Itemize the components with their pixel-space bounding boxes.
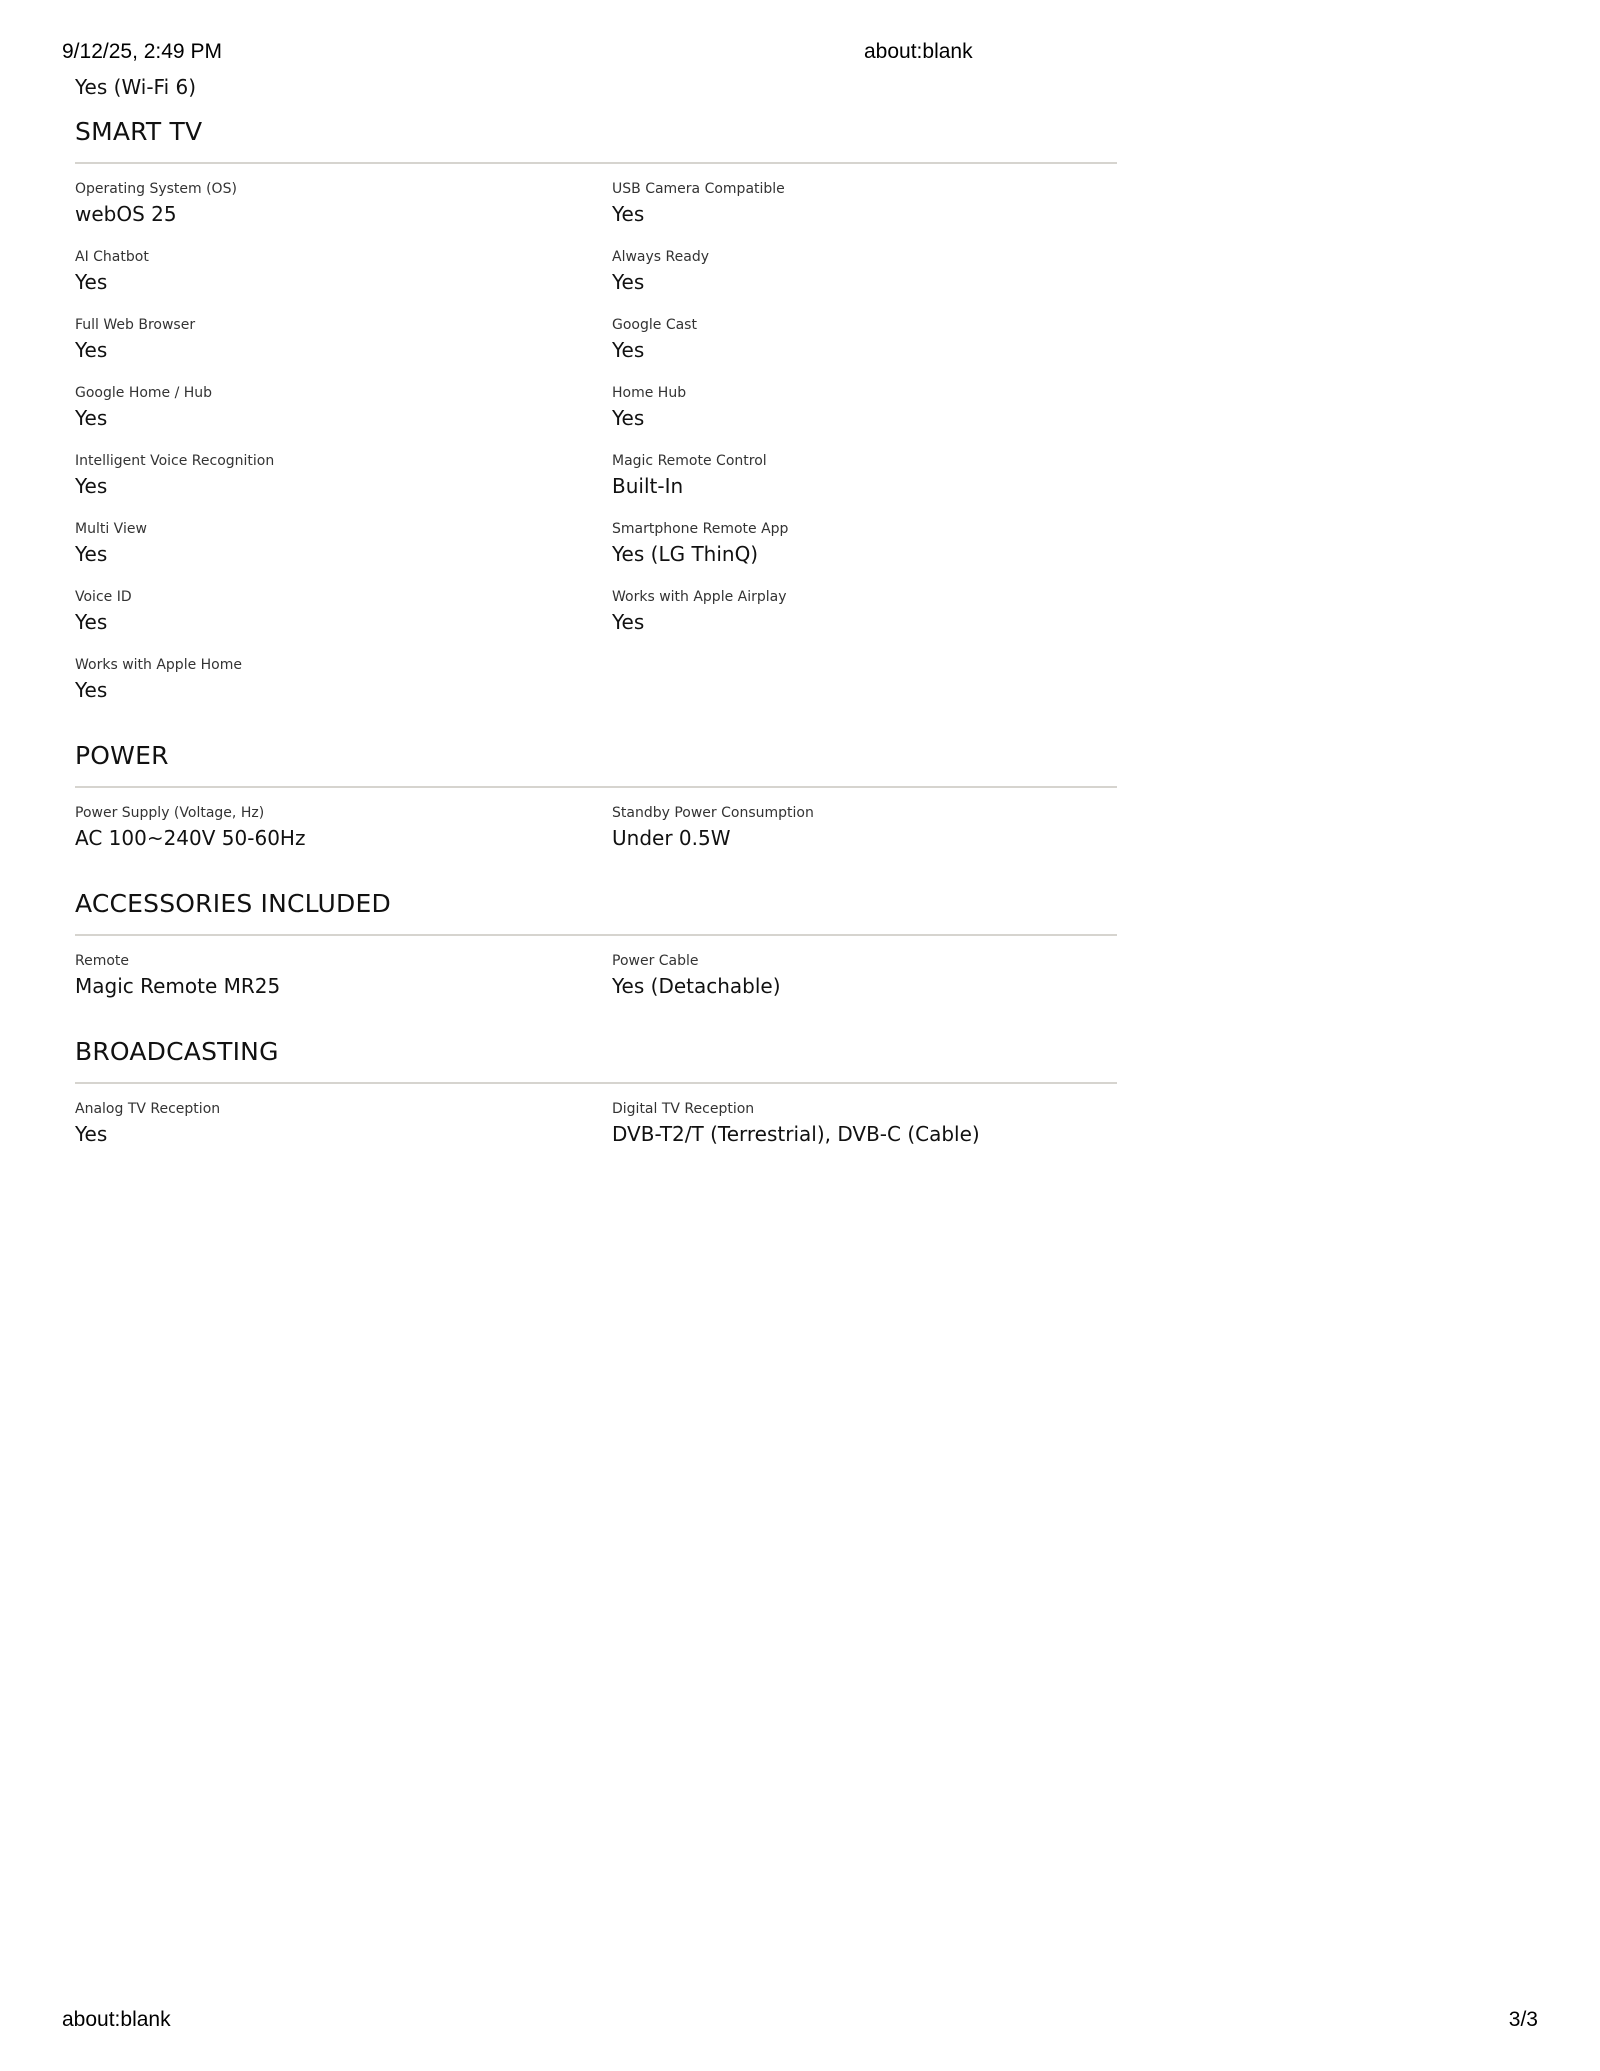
spec-item [612,518,1117,586]
spec-value: Yes (LG ThinQ) [612,542,759,566]
print-url: about:blank [864,40,973,63]
section-title: POWER [75,740,1117,788]
spec-label: Magic Remote Control [612,453,767,469]
spec-item [612,1098,1117,1166]
spec-label: Google Cast [612,317,697,333]
spec-item [75,950,612,1018]
spec-value: Magic Remote MR25 [75,974,281,998]
spec-item [75,178,612,246]
spec-label: Analog TV Reception [75,1101,221,1117]
print-footer-url: about:blank [62,2008,171,2031]
spec-item [75,802,612,870]
section-smart-tv [75,116,1117,722]
section-accessories-included [75,888,1117,1018]
spec-item [612,178,1117,246]
spec-value: Yes [75,610,108,634]
spec-value: Yes (Detachable) [612,974,781,998]
spec-item [75,314,612,382]
spec-label: Always Ready [612,249,709,265]
spec-value: Yes [612,202,645,226]
spec-value: Yes [612,338,645,362]
spec-item [612,382,1117,450]
spec-value: Yes [75,1122,108,1146]
spec-value: Yes [75,474,108,498]
spec-grid [75,950,1117,1018]
carry-over-value: Yes (Wi-Fi 6) [75,75,197,99]
page-number: 3/3 [1508,2008,1538,2031]
spec-label: Remote [75,953,130,969]
spec-value: Yes [75,338,108,362]
spec-grid [75,802,1117,870]
spec-label: Home Hub [612,385,687,401]
spec-value: Yes [75,542,108,566]
spec-label: Smartphone Remote App [612,521,789,537]
spec-label: Operating System (OS) [75,181,237,197]
spec-label: Digital TV Reception [612,1101,755,1117]
spec-grid [75,1098,1117,1166]
spec-content [75,72,1117,1184]
spec-value: AC 100~240V 50-60Hz [75,826,306,850]
spec-label: Works with Apple Home [75,657,242,673]
spec-label: Standby Power Consumption [612,805,814,821]
spec-item [612,314,1117,382]
spec-item [75,654,612,722]
spec-value: Yes [75,678,108,702]
spec-value: Yes [75,406,108,430]
spec-item [75,382,612,450]
spec-value: Yes [612,270,645,294]
section-broadcasting [75,1036,1117,1166]
spec-label: AI Chatbot [75,249,149,265]
spec-label: Power Cable [612,953,699,969]
section-power [75,740,1117,870]
section-title: BROADCASTING [75,1036,1117,1084]
print-header [62,40,1538,70]
spec-label: Voice ID [75,589,132,605]
spec-value: Yes [612,406,645,430]
section-title: SMART TV [75,116,1117,164]
spec-label: Power Supply (Voltage, Hz) [75,805,265,821]
spec-item [612,802,1117,870]
section-title: ACCESSORIES INCLUDED [75,888,1117,936]
spec-label: Works with Apple Airplay [612,589,787,605]
spec-label: Google Home / Hub [75,385,213,401]
spec-item [612,950,1117,1018]
spec-value: DVB-T2/T (Terrestrial), DVB-C (Cable) [612,1122,980,1146]
spec-value: Built-In [612,474,684,498]
spec-item [75,450,612,518]
spec-label: USB Camera Compatible [612,181,785,197]
spec-item [612,246,1117,314]
spec-grid [75,178,1117,722]
spec-item [75,1098,612,1166]
spec-item [75,518,612,586]
spec-value: webOS 25 [75,202,177,226]
spec-value: Yes [612,610,645,634]
spec-label: Full Web Browser [75,317,196,333]
spec-value: Yes [75,270,108,294]
spec-item [612,586,1117,654]
spec-value: Under 0.5W [612,826,731,850]
print-footer [62,2008,1538,2038]
spec-item [612,450,1117,518]
spec-label: Intelligent Voice Recognition [75,453,275,469]
spec-item [75,586,612,654]
spec-label: Multi View [75,521,147,537]
print-datetime: 9/12/25, 2:49 PM [62,40,222,63]
spec-item [75,246,612,314]
